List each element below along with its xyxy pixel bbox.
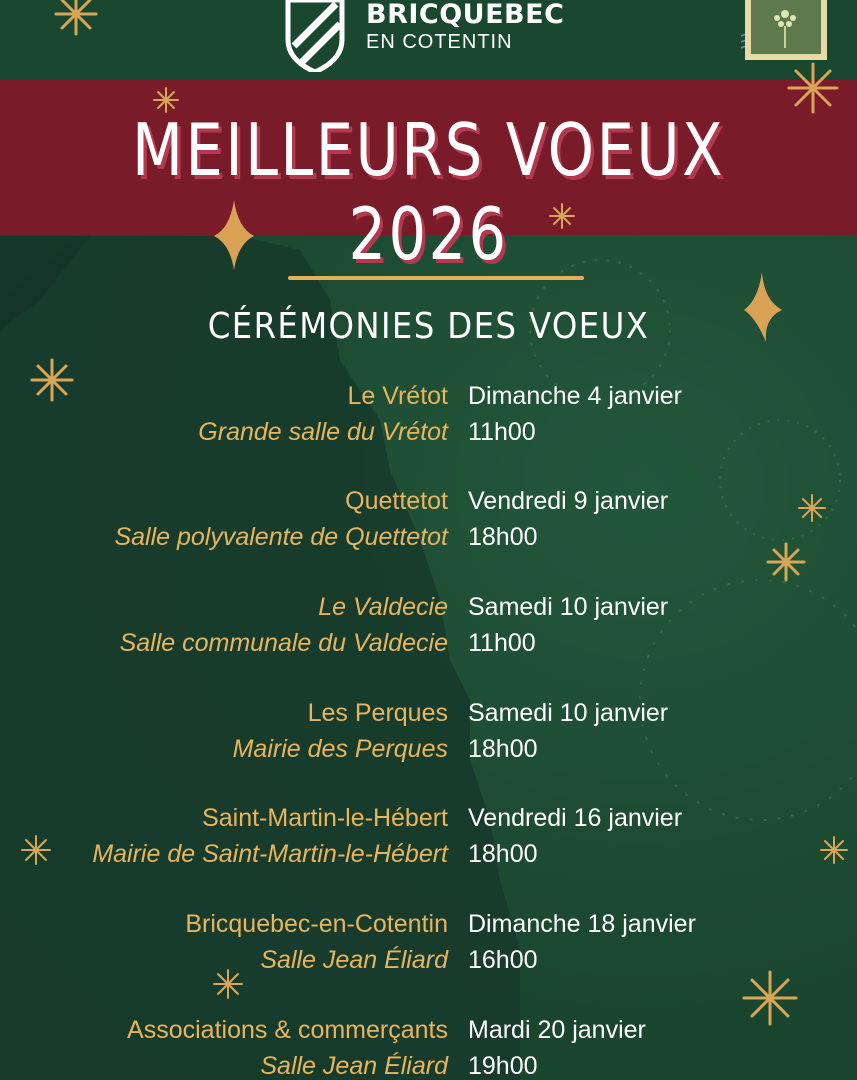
- event-item: [0, 378, 857, 458]
- brand-subtitle: EN COTENTIN: [366, 31, 513, 53]
- bricquebec-shield-logo-icon: [280, 0, 350, 72]
- event-time: 16h00: [468, 946, 538, 974]
- event-item: [0, 906, 857, 986]
- brand-name: BRICQUEBEC: [366, 0, 565, 30]
- event-date: Vendredi 9 janvier: [468, 487, 669, 515]
- event-time: 11h00: [468, 629, 536, 657]
- event-place: Le Vrétot: [347, 382, 448, 410]
- event-venue: Salle communale du Valdecie: [119, 629, 448, 657]
- event-venue: Salle Jean Éliard: [260, 946, 448, 974]
- postage-stamp-icon: [741, 0, 829, 62]
- main-title: MEILLEURS VOEUX 2026: [132, 108, 725, 276]
- event-item: [0, 483, 857, 563]
- event-date: Samedi 10 janvier: [468, 699, 669, 727]
- event-place: Saint-Martin-le-Hébert: [202, 804, 448, 832]
- event-date: Dimanche 18 janvier: [468, 910, 696, 938]
- event-date: Mardi 20 janvier: [468, 1016, 646, 1044]
- event-place: Bricquebec-en-Cotentin: [185, 910, 448, 938]
- event-venue: Salle Jean Éliard: [260, 1052, 448, 1080]
- event-date: Dimanche 4 janvier: [468, 382, 682, 410]
- gold-divider: [288, 276, 584, 280]
- event-item: [0, 1012, 857, 1080]
- event-venue: Salle polyvalente de Quettetot: [114, 523, 448, 551]
- event-time: 18h00: [468, 735, 538, 763]
- event-time: 18h00: [468, 840, 538, 868]
- event-place: Les Perques: [307, 699, 448, 727]
- event-time: 19h00: [468, 1052, 538, 1080]
- event-item: [0, 589, 857, 669]
- event-date: Samedi 10 janvier: [468, 593, 669, 621]
- event-item: [0, 800, 857, 880]
- event-place: Quettetot: [345, 487, 448, 515]
- event-item: [0, 695, 857, 775]
- event-date: Vendredi 16 janvier: [468, 804, 683, 832]
- event-venue: Grande salle du Vrétot: [198, 418, 448, 446]
- event-place: Le Valdecie: [318, 593, 448, 621]
- brand-block: [366, 0, 564, 54]
- event-place: Associations & commerçants: [127, 1016, 448, 1044]
- event-time: 11h00: [468, 418, 536, 446]
- section-title: CÉRÉMONIES DES VOEUX: [207, 306, 650, 347]
- event-venue: Mairie des Perques: [232, 735, 448, 763]
- event-time: 18h00: [468, 523, 538, 551]
- event-venue: Mairie de Saint-Martin-le-Hébert: [92, 840, 448, 868]
